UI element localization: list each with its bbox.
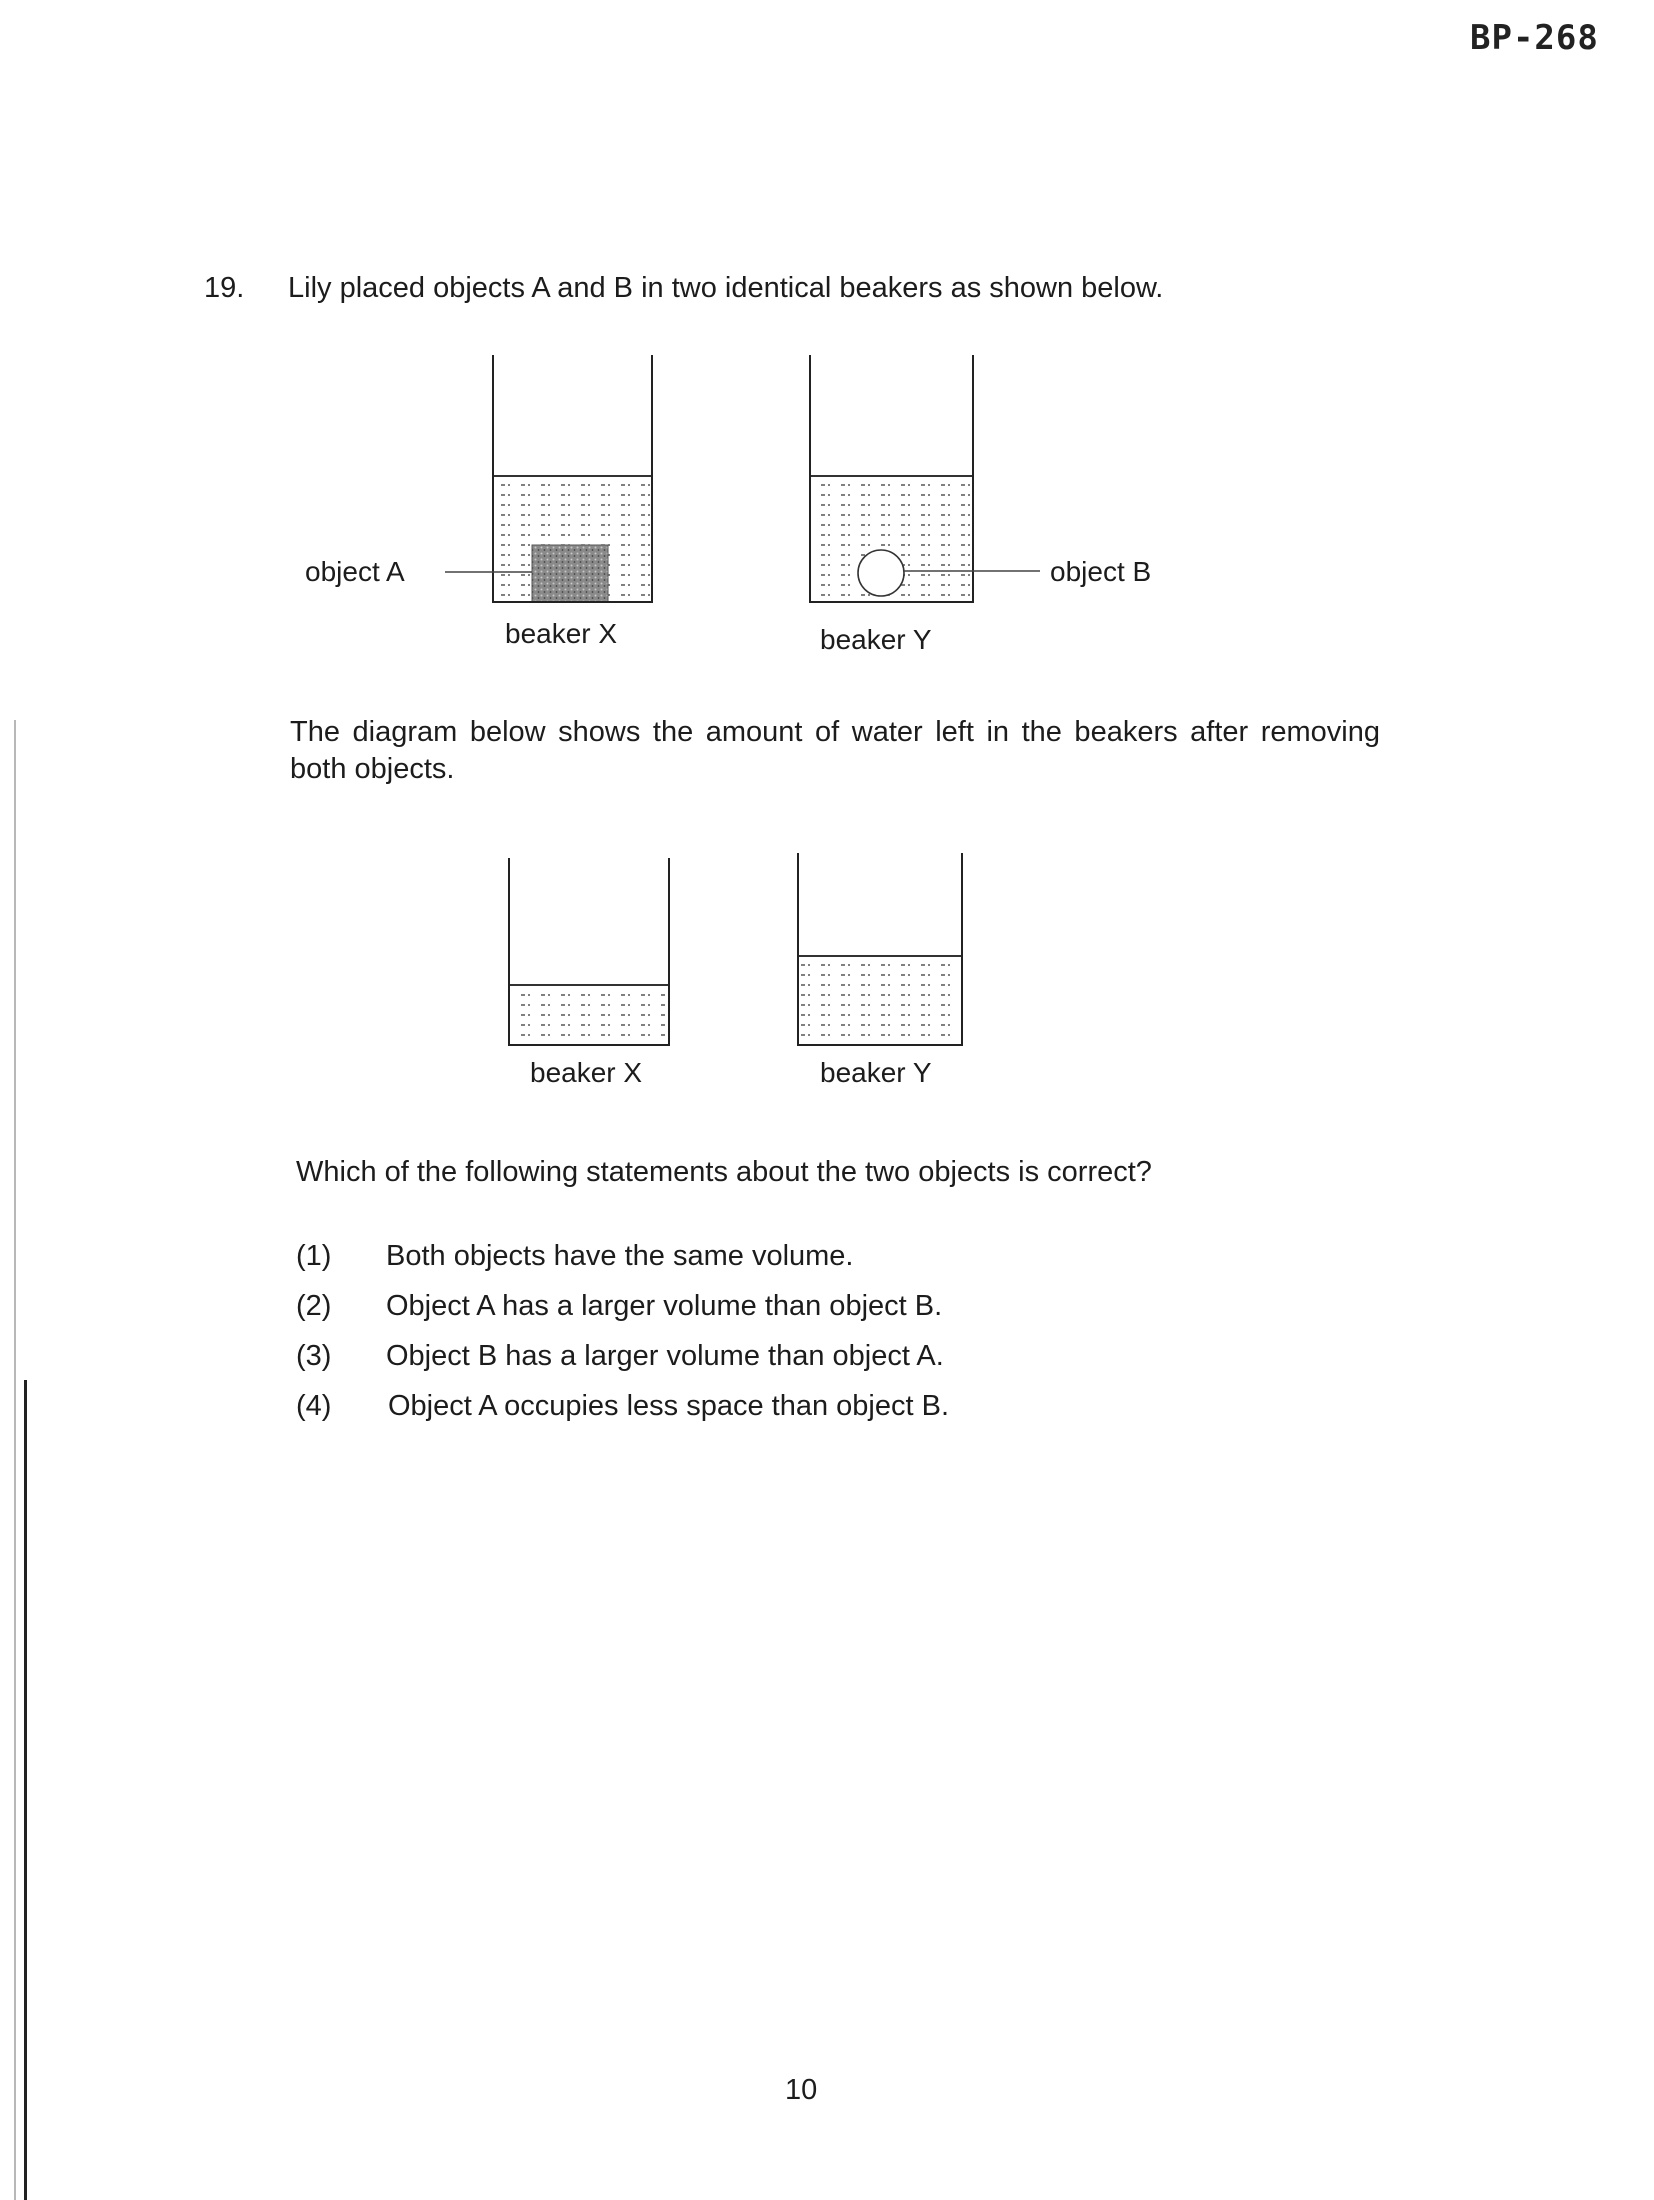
page-number: 10: [785, 2074, 818, 2106]
option-2-text: Object A has a larger volume than object B.: [386, 1290, 943, 1322]
label-object-a: object A: [305, 556, 405, 587]
option-3-number: (3): [296, 1340, 332, 1372]
option-3-text: Object B has a larger volume than object A.: [386, 1340, 944, 1372]
middle-text: The diagram below shows the amount of water left in the beakers after removing both objects.: [290, 716, 1380, 785]
water-x-after: [509, 985, 669, 1045]
beaker-x-after: [509, 858, 669, 1045]
water-y-after: [798, 956, 962, 1045]
option-1-number: (1): [296, 1240, 332, 1272]
label-beaker-y-before: beaker Y: [820, 624, 932, 655]
beaker-x-before: [445, 355, 652, 602]
page-code: BP-268: [1470, 18, 1599, 58]
object-b-ball: [858, 550, 904, 596]
label-beaker-x-after: beaker X: [530, 1057, 643, 1088]
option-1-text: Both objects have the same volume.: [386, 1240, 854, 1272]
label-beaker-y-after: beaker Y: [820, 1057, 932, 1088]
question-stem: Lily placed objects A and B in two identical beakers as shown below.: [288, 272, 1164, 304]
option-4-number: (4): [296, 1390, 332, 1422]
label-object-b: object B: [1050, 556, 1152, 587]
object-a-block: [532, 545, 608, 602]
option-4-text: Object A occupies less space than object B.: [388, 1390, 949, 1422]
beaker-y-after: [798, 853, 962, 1045]
question-prompt: Which of the following statements about the two objects is correct?: [296, 1156, 1152, 1188]
question-number: 19.: [204, 272, 245, 304]
label-beaker-x-before: beaker X: [505, 618, 618, 649]
option-2-number: (2): [296, 1290, 332, 1322]
beaker-y-before: [810, 355, 1040, 602]
